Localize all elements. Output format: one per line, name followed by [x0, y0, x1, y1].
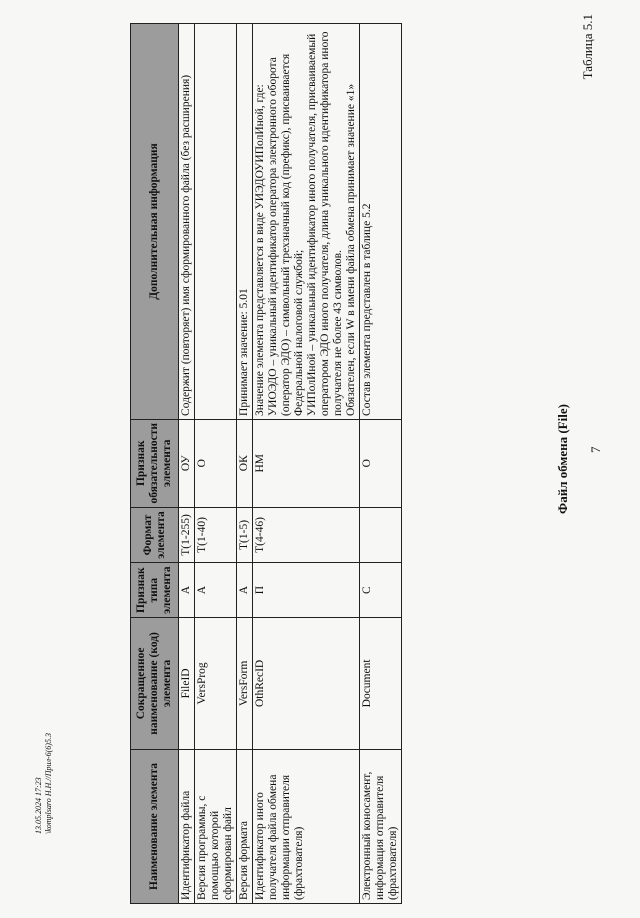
table-row — [237, 24, 253, 904]
cell-type: А — [237, 563, 253, 617]
cell-name: Идентификатор иного получателя файла обмена информации отправителя (фрахтователя) — [253, 749, 360, 903]
header-code: Сокращенное наименование (код) элемента — [131, 617, 179, 749]
table-title: Файл обмена (File) — [555, 404, 570, 514]
cell-required: ОУ — [179, 419, 195, 507]
cell-info: Принимает значение: 5.01 — [237, 24, 253, 420]
cell-format: T(1-255) — [179, 507, 195, 563]
cell-type: П — [253, 563, 360, 617]
cell-format: T(4-46) — [253, 507, 360, 563]
cell-format: T(1-5) — [237, 507, 253, 563]
table-label: Таблица 5.1 — [580, 14, 595, 80]
cell-required: НМ — [253, 419, 360, 507]
footer-ref: \komplsaro Н.Н.//Прил-6(6)5.3 — [44, 733, 53, 834]
header-type: Признак типа элемента — [131, 563, 179, 617]
table-header-row — [131, 24, 179, 904]
cell-name: Идентификатор файла — [179, 749, 195, 903]
header-name: Наименование элемента — [131, 749, 179, 903]
cell-code: Document — [360, 617, 402, 749]
file-exchange-table — [130, 23, 402, 904]
header-required: Признак обязательности элемента — [131, 419, 179, 507]
header-format: Формат элемента — [131, 507, 179, 563]
header-info: Дополнительная информация — [131, 24, 179, 420]
cell-required: О — [195, 419, 237, 507]
cell-name: Электронный коносамент, информация отправителя (фрахтователя) — [360, 749, 402, 903]
table-row — [253, 24, 360, 904]
cell-info: Состав элемента представлен в таблице 5.2 — [360, 24, 402, 420]
cell-info — [195, 24, 237, 420]
cell-required: О — [360, 419, 402, 507]
page-number: 7 — [588, 446, 603, 453]
cell-code: OthRecID — [253, 617, 360, 749]
cell-required: ОК — [237, 419, 253, 507]
cell-code: FileID — [179, 617, 195, 749]
cell-name: Версия формата — [237, 749, 253, 903]
table-row — [195, 24, 237, 904]
table-row — [360, 24, 402, 904]
cell-type: С — [360, 563, 402, 617]
cell-info: Значение элемента представляется в виде УИЭДОУИПолИной, где: УИОЭДО – уникальный идентификатор оператора электронного оборота (оператор ЭДО) – символьный трехзначный код (префикс), присваивается Федеральной налоговой службой; УИПолИной – уникальный идентификатор иного получателя, присваиваемый оператором ЭДО иного получателя, длина уникального идентификатора иного получателя не более 43 символов. Обязателен, если W в имени файла обмена принимает значение «1» — [253, 24, 360, 420]
cell-type: А — [179, 563, 195, 617]
cell-code: VersForm — [237, 617, 253, 749]
cell-name: Версия программы, с помощью которой сформирован файл — [195, 749, 237, 903]
footer-date: 13.05.2024 17:23 — [34, 777, 43, 834]
cell-code: VersProg — [195, 617, 237, 749]
cell-format — [360, 507, 402, 563]
document-footer — [34, 733, 54, 834]
cell-format: T(1-40) — [195, 507, 237, 563]
cell-info: Содержит (повторяет) имя сформированного файла (без расширения) — [179, 24, 195, 420]
cell-type: А — [195, 563, 237, 617]
table-row — [179, 24, 195, 904]
